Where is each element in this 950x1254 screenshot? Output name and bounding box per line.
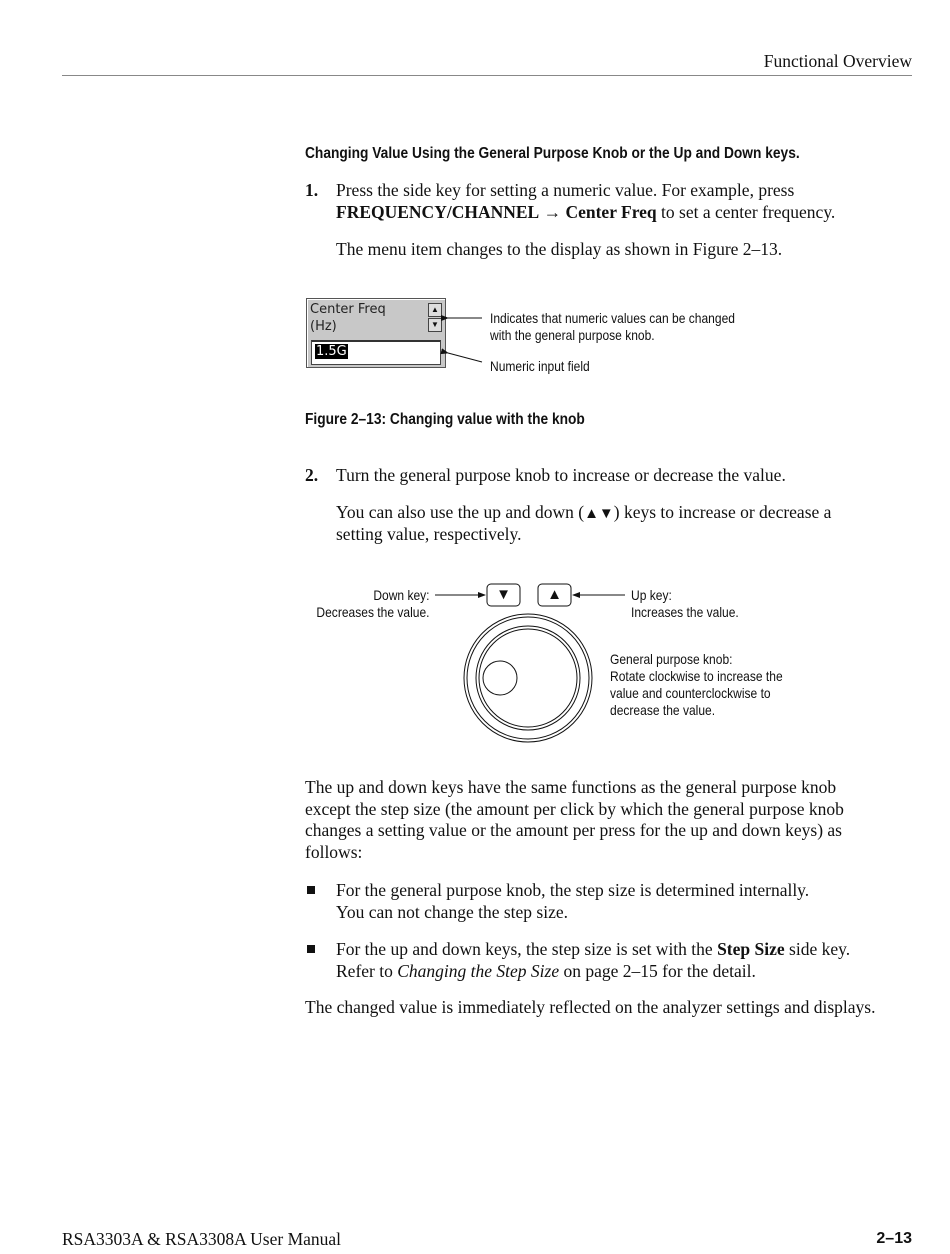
callout-1-line1: Indicates that numeric values can be changed <box>490 310 735 326</box>
step-1-line2 <box>336 202 835 223</box>
down-key-desc: Decreases the value. <box>316 604 430 620</box>
knob-line: General purpose knob: <box>610 651 733 667</box>
callout-arrows <box>440 305 490 365</box>
bullet-line: For the general purpose knob, the step size is determined internally. <box>336 880 810 900</box>
step-1-line2-rest: to set a center frequency. <box>656 202 836 222</box>
center-freq-menu-item <box>306 298 446 368</box>
text: You can also use the up and down ( <box>336 502 585 522</box>
up-key-title: Up key: <box>631 587 672 603</box>
step-1-para: The menu item changes to the display as shown in Figure 2–13. <box>336 239 783 259</box>
footer-manual-title: RSA3303A & RSA3308A User Manual <box>62 1229 342 1249</box>
section-heading-text: Changing Value Using the General Purpose Knob or the Up and Down keys. <box>305 145 800 162</box>
spin-down-icon: ▼ <box>428 318 442 332</box>
key-center-freq: Center Freq <box>565 202 657 222</box>
header-rule <box>62 75 912 76</box>
down-key-label <box>298 587 430 621</box>
bullet-line: You can not change the step size. <box>336 901 568 922</box>
up-key-icon: ▲ <box>547 586 562 603</box>
up-down-keys-icon: ▲▼ <box>584 506 614 522</box>
bullet-icon <box>307 945 315 953</box>
text: ) keys to increase or decrease a <box>613 502 832 522</box>
callout-knob-indicator <box>490 310 775 344</box>
up-key-label <box>631 587 756 621</box>
numeric-input-field <box>311 340 441 365</box>
cross-reference: Changing the Step Size <box>397 960 560 981</box>
figure-caption <box>305 411 630 429</box>
para-line: except the step size (the amount per click by which the general purpose knob <box>305 798 844 819</box>
bullet-item-knob <box>336 880 809 923</box>
step-2-para-line1 <box>336 502 831 523</box>
knob-label <box>610 651 811 719</box>
text: side key. <box>784 939 851 959</box>
knob-line: Rotate clockwise to increase the <box>610 668 783 684</box>
callout-input-field <box>490 358 606 375</box>
text: Refer to <box>336 960 398 981</box>
figure-caption-text: Figure 2–13: Changing value with the knob <box>305 411 585 428</box>
key-frequency-channel: FREQUENCY/CHANNEL <box>336 202 540 222</box>
arrow: → <box>539 202 566 222</box>
step-2-line1: Turn the general purpose knob to increase or decrease the value. <box>336 465 786 485</box>
page-number: 2–13 <box>876 1230 912 1247</box>
step-1-line1: Press the side key for setting a numeric value. For example, press <box>336 180 795 200</box>
para-line: changes a setting value or the amount per press for the up and down keys) as <box>305 820 842 841</box>
step-2-number: 2. <box>305 465 319 485</box>
down-key-title: Down key: <box>373 587 430 603</box>
knob-line: decrease the value. <box>610 702 716 718</box>
para-line: follows: <box>305 842 363 863</box>
down-key-icon: ▼ <box>496 586 511 603</box>
bullet-icon <box>307 886 315 894</box>
spin-up-icon: ▲ <box>428 303 442 317</box>
knob-line: value and counterclockwise to <box>610 685 771 701</box>
bullet-item-keys <box>336 939 850 982</box>
step-2-para-line2: setting value, respectively. <box>336 524 522 544</box>
text: For the up and down keys, the step size is set with the <box>336 939 718 959</box>
final-paragraph: The changed value is immediately reflected on the analyzer settings and displays. <box>305 997 876 1017</box>
up-key-desc: Increases the value. <box>631 604 739 620</box>
callout-2-text: Numeric input field <box>490 358 590 374</box>
step-1-number: 1. <box>305 180 319 200</box>
step-size-key: Step Size <box>717 939 785 959</box>
text: on page 2–15 for the detail. <box>559 960 756 981</box>
knob-diagram <box>430 580 630 750</box>
knob-finger-dimple <box>483 661 517 695</box>
step-size-paragraph <box>305 777 844 864</box>
para-line: The up and down keys have the same functions as the general purpose knob <box>305 777 837 797</box>
running-header: Functional Overview <box>763 51 912 71</box>
menu-label-line2: (Hz) <box>310 319 337 334</box>
callout-1-line2: with the general purpose knob. <box>490 327 655 343</box>
numeric-value: 1.5G <box>316 344 347 359</box>
callout-arrow-2 <box>448 353 482 362</box>
menu-label-line1: Center Freq <box>310 302 386 317</box>
section-heading <box>305 145 880 163</box>
